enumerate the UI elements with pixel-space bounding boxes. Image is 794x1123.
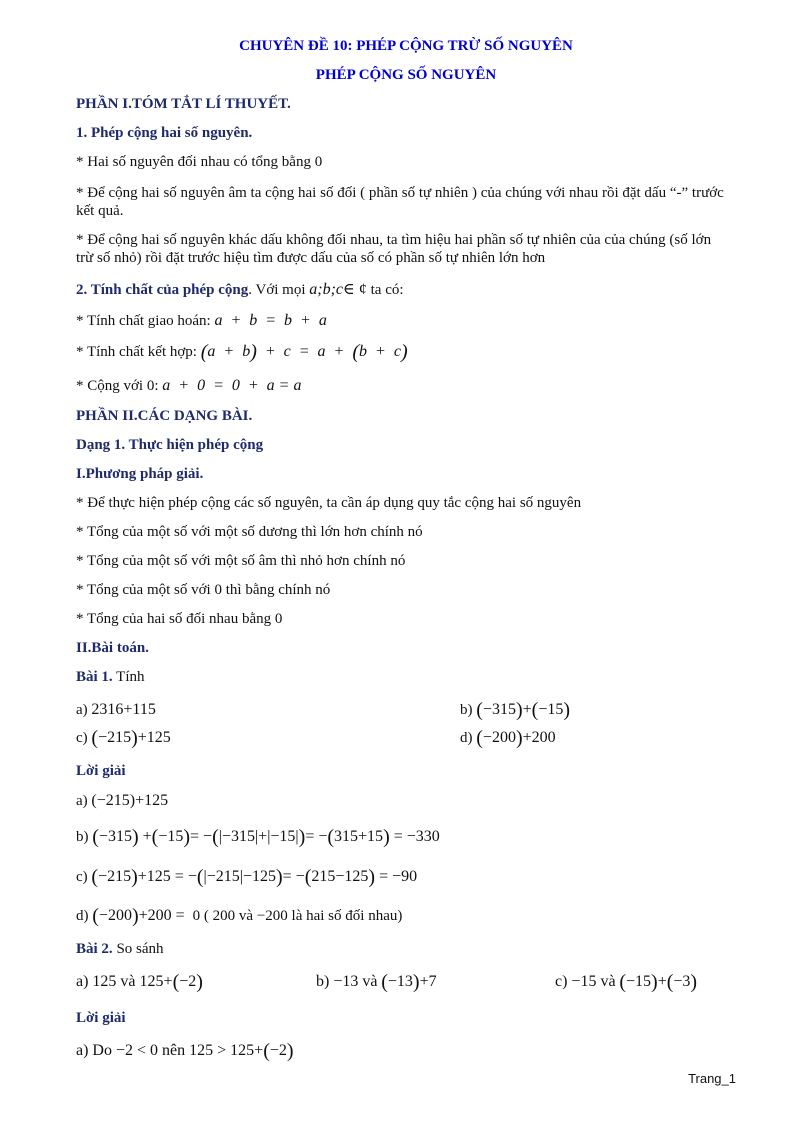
bai1-c xyxy=(76,727,171,750)
sol2-a-paren: (−2) xyxy=(263,1040,294,1062)
sol1-c-label: c) xyxy=(76,869,88,885)
method-item-2: * Tổng của một số với một số âm thì nhỏ hơn chính nó xyxy=(76,553,406,569)
bai2-c xyxy=(555,971,697,994)
bai1-a xyxy=(76,701,156,719)
sol1-a-expr: (−215)+125 xyxy=(91,792,169,809)
bai1-b-label: b) xyxy=(460,702,473,718)
page-number: Trang_1 xyxy=(688,1071,736,1086)
prop3-label: * Cộng với 0: xyxy=(76,378,159,394)
sol1-d-expr: (−200)+200 = xyxy=(92,905,193,927)
solution2-heading: Lời giải xyxy=(76,1010,126,1026)
section2-set: ∈ ¢ xyxy=(343,281,367,298)
dang1-heading: Dạng 1. Thực hiện phép cộng xyxy=(76,437,264,453)
sol1-d-result: 0 ( 200 và −200 là hai số đối nhau) xyxy=(192,908,403,924)
sol1-c-expr: (−215)+125 = −(|−215|−125)= −(215−125) = −90 xyxy=(91,866,418,888)
sol1-b-result: = −330 xyxy=(393,828,440,845)
property-zero xyxy=(76,377,301,395)
bai2-b xyxy=(316,971,437,994)
bai1-label: Bài 1. xyxy=(76,669,113,685)
method-item-4: * Tổng của hai số đối nhau bằng 0 xyxy=(76,611,283,627)
bai1-d-expr: (−200)+200 xyxy=(476,727,556,749)
sol2-a xyxy=(76,1040,294,1063)
bai2-c-text: c) −15 và xyxy=(555,973,616,990)
bai1-b xyxy=(460,699,570,722)
prop3-expr: a + 0 = 0 + a = a xyxy=(162,377,302,394)
s1-item-1: * Để cộng hai số nguyên âm ta cộng hai số đối ( phần số tự nhiên ) của chúng với nhau rồi đặt dấu “-” trước kết quả. xyxy=(76,185,724,219)
property-commutative xyxy=(76,312,327,330)
bai2-task: So sánh xyxy=(116,941,164,957)
sol1-a-label: a) xyxy=(76,793,88,809)
method-item-0: * Để thực hiện phép cộng các số nguyên, ta cần áp dụng quy tắc cộng hai số nguyên xyxy=(76,495,582,511)
sol1-c xyxy=(76,866,417,889)
method-heading: I.Phương pháp giải. xyxy=(76,466,204,482)
bai1-a-expr: 2316+115 xyxy=(91,701,156,718)
sol1-b xyxy=(76,826,440,849)
property-associative xyxy=(76,341,408,364)
method-item-1: * Tổng của một số với một số dương thì lớn hơn chính nó xyxy=(76,524,423,540)
section2-vars: a;b;c xyxy=(309,281,344,298)
bai1-line xyxy=(76,669,145,686)
bai1-a-label: a) xyxy=(76,702,88,718)
bai2-a-paren: (−2) xyxy=(172,971,203,993)
part1-heading: PHẦN I.TÓM TẮT LÍ THUYẾT. xyxy=(76,96,291,112)
sol1-d xyxy=(76,905,402,928)
solution1-heading: Lời giải xyxy=(76,763,126,779)
prop2-expr: (a + b) + c = a + (b + c) xyxy=(200,341,408,363)
method-item-3: * Tổng của một số với 0 thì bằng chính nó xyxy=(76,582,331,598)
document-title: CHUYÊN ĐỀ 10: PHÉP CỘNG TRỪ SỐ NGUYÊN xyxy=(239,38,573,54)
prop1-expr: a + b = b + a xyxy=(214,312,327,329)
sol1-b-label: b) xyxy=(76,829,89,845)
sol2-a-text: a) Do −2 < 0 nên 125 > 125+ xyxy=(76,1042,264,1059)
bai1-c-expr: (−215)+125 xyxy=(91,727,171,749)
bai1-c-label: c) xyxy=(76,730,88,746)
section2-end: ta có: xyxy=(370,282,404,298)
bai1-task: Tính xyxy=(116,669,145,685)
s1-item-0: * Hai số nguyên đối nhau có tổng bằng 0 xyxy=(76,154,323,170)
document-subtitle: PHÉP CỘNG SỐ NGUYÊN xyxy=(315,67,497,83)
bai2-a xyxy=(76,971,203,994)
part2-heading: PHẦN II.CÁC DẠNG BÀI. xyxy=(76,408,253,424)
bai2-c-expr: (−15)+(−3) xyxy=(619,971,698,993)
sol1-a xyxy=(76,792,168,810)
bai1-b-expr: (−315)+(−15) xyxy=(476,699,571,721)
sol1-c-result: = −90 xyxy=(379,868,418,885)
section2-line xyxy=(76,279,404,299)
bai1-d-label: d) xyxy=(460,730,473,746)
bai1-d xyxy=(460,727,556,750)
section2-tail: . Với mọi xyxy=(248,282,306,298)
bai2-line xyxy=(76,941,164,958)
bai2-a-text: a) 125 và 125+ xyxy=(76,973,173,990)
sol1-b-expr: (−315) +(−15)= −(|−315|+|−15|)= −(315+15) = −330 xyxy=(92,826,440,848)
sol1-d-label: d) xyxy=(76,908,89,924)
section2-heading: 2. Tính chất của phép cộng xyxy=(76,282,249,298)
s1-item-2: * Để cộng hai số nguyên khác dấu không đối nhau, ta tìm hiệu hai phần số tự nhiên của của chúng (số lớn trừ số nhỏ) rồi đặt trước hiệu tìm được dấu của số có phần số tự nhiên lớn hơn xyxy=(76,232,712,266)
bai2-label: Bài 2. xyxy=(76,941,113,957)
prop2-label: * Tính chất kết hợp: xyxy=(76,344,197,360)
bai2-b-expr: (−13)+7 xyxy=(381,971,437,993)
section1-heading: 1. Phép cộng hai số nguyên. xyxy=(76,125,253,141)
problems-heading: II.Bài toán. xyxy=(76,640,149,656)
prop1-label: * Tính chất giao hoán: xyxy=(76,313,211,329)
bai2-b-text: b) −13 và xyxy=(316,973,378,990)
